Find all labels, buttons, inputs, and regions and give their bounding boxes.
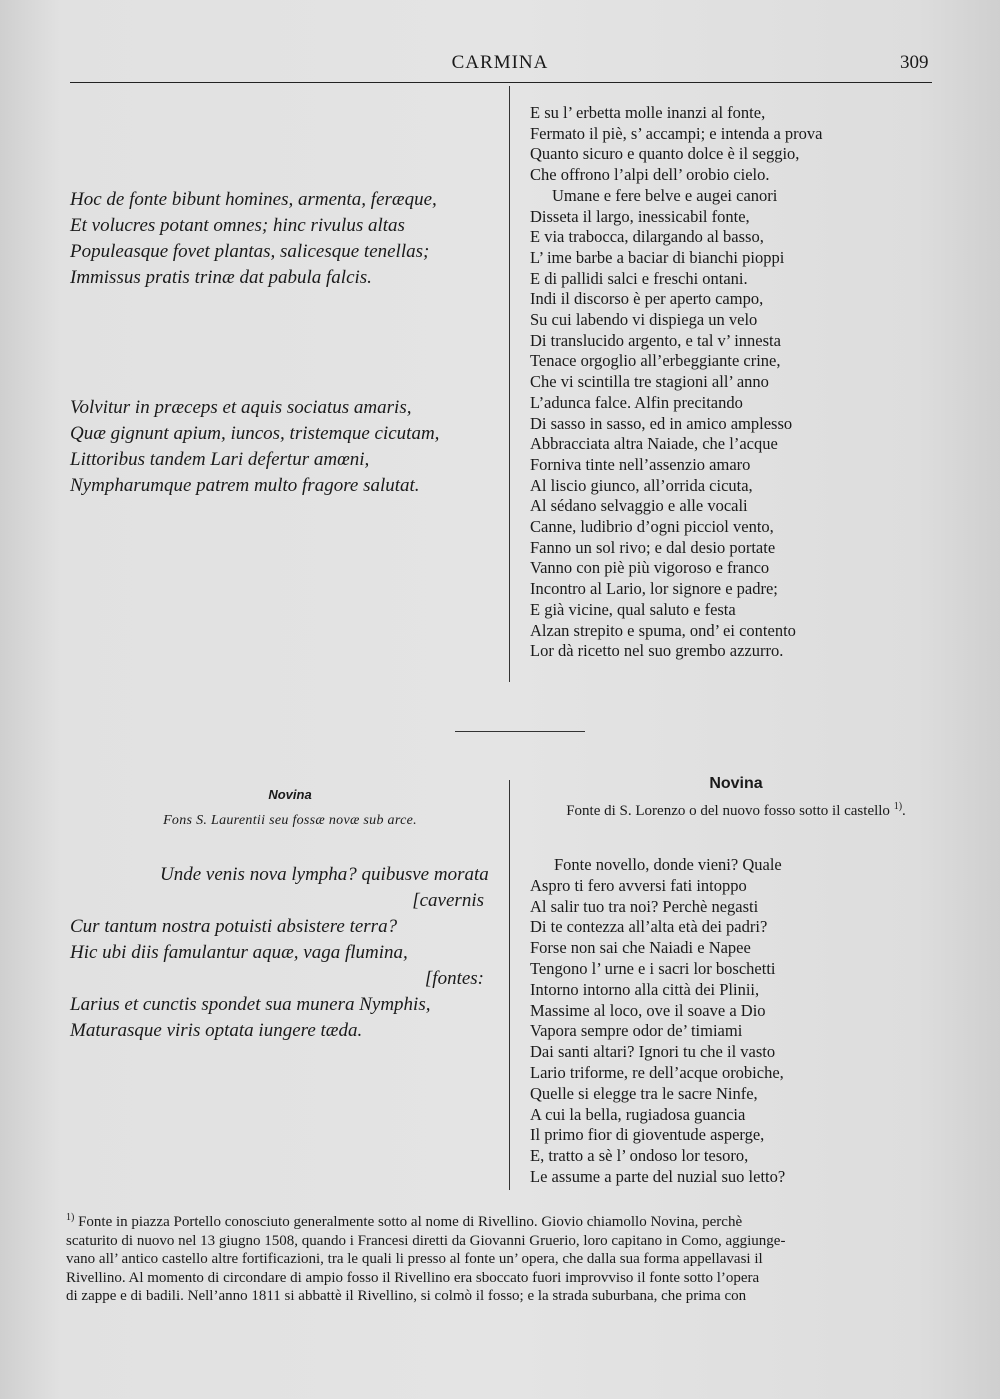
verse-line: Maturasque viris optata iungere tæda.: [70, 1020, 363, 1041]
section-divider: [455, 731, 585, 732]
verse-line: Vapora sempre odor de’ timiami: [530, 1021, 743, 1041]
verse-line: Aspro ti fero avversi fati intoppo: [530, 875, 747, 895]
novina-latin-title: Novina: [268, 787, 312, 802]
verse-line: Et volucres potant omnes; hinc rivulus altas: [70, 215, 405, 236]
verse-line: Disseta il largo, inessicabil fonte,: [530, 206, 750, 226]
verse-line: Tenace orgoglio all’erbeggiante crine,: [530, 351, 781, 371]
footnote-marker: 1): [66, 1212, 75, 1223]
verse-line: E di pallidi salci e freschi ontani.: [530, 268, 748, 288]
verse-line: Di te contezza all’alta età dei padri?: [530, 917, 768, 937]
verse-line: Littoribus tandem Lari defertur amœni,: [70, 449, 370, 470]
subtitle-text: Fonte di S. Lorenzo o del nuovo fosso sotto il castello: [566, 803, 890, 819]
verse-line: Forse non sai che Naiadi e Napee: [530, 938, 751, 958]
verse-line: Tengono l’ urne e i sacri lor boschetti: [530, 958, 776, 978]
italian-translation-top: [530, 103, 822, 662]
verse-line: Dai santi altari? Ignori tu che il vasto: [530, 1042, 776, 1062]
verse-line: E su l’ erbetta molle inanzi al fonte,: [530, 103, 766, 122]
footnote-marker: 1): [893, 801, 903, 812]
verse-line: Forniva tinte nell’assenzio amaro: [530, 454, 751, 474]
verse-line: Fonte novello, donde vieni? Quale: [554, 855, 782, 874]
verse-line: Canne, ludibrio d’ogni picciol vento,: [530, 517, 774, 537]
verse-line: Incontro al Lario, lor signore e padre;: [530, 579, 778, 599]
verse-line: Cur tantum nostra potuisti absistere terra?: [70, 916, 398, 937]
verse-line: Alzan strepito e spuma, ond’ ei contento: [530, 620, 796, 640]
verse-line: Abbracciata altra Naiade, che l’acque: [530, 434, 778, 454]
verse-line: Al liscio giunco, all’orrida cicuta,: [530, 475, 753, 495]
novina-italian-poem: [530, 855, 785, 1188]
verse-line: Quæ gignunt apium, iuncos, tristemque cicutam,: [70, 423, 440, 444]
latin-stanza-fons: [70, 187, 437, 291]
header-rule: [70, 82, 932, 83]
column-divider-bottom: [509, 780, 510, 1190]
verse-line: Fanno un sol rivo; e dal desio portate: [530, 537, 776, 557]
running-title: CARMINA: [451, 52, 549, 73]
page-number: 309: [900, 52, 929, 73]
verse-line: E già vicine, qual saluto e festa: [530, 599, 736, 619]
verse-line: Lario triforme, re dell’acque orobiche,: [530, 1062, 784, 1082]
verse-line: L’adunca falce. Alfin precitando: [530, 392, 743, 412]
verse-line: Indi il discorso è per aperto campo,: [530, 289, 764, 309]
footnote-line: Rivellino. Al momento di circondare di ampio fosso il Rivellino era sboccato fuori improvviso il fonte sotto l’opera: [66, 1269, 760, 1286]
verse-line: Larius et cunctis spondet sua munera Nymphis,: [70, 994, 431, 1015]
verse-line: L’ ime barbe a baciar di bianchi pioppi: [530, 247, 785, 267]
verse-line: Unde venis nova lympha? quibusve morata: [160, 864, 489, 885]
verse-line: Le assume a parte del nuzial suo letto?: [530, 1166, 786, 1186]
verse-line: Che vi scintilla tre stagioni all’ anno: [530, 372, 769, 392]
verse-line: Al salir tuo tra noi? Perchè negasti: [530, 896, 759, 916]
footnote: [66, 1213, 946, 1306]
verse-line: Di sasso in sasso, ed in amico amplesso: [530, 413, 793, 433]
verse-line: Hoc de fonte bibunt homines, armenta, feræque,: [70, 189, 437, 210]
novina-italian-subtitle: Fonte di S. Lorenzo o del nuovo fosso sotto il castello $^{1)}$.: [566, 801, 906, 819]
verse-line: Nympharumque patrem multo fragore salutat.: [70, 475, 420, 496]
novina-latin-poem: [70, 862, 490, 1044]
verse-line: A cui la bella, rugiadosa guancia: [530, 1104, 746, 1124]
verse-line: Al sédano selvaggio e alle vocali: [530, 496, 748, 516]
verse-line: Immissus pratis trinæ dat pabula falcis.: [70, 267, 372, 288]
verse-line: E via trabocca, dilargando al basso,: [530, 227, 764, 247]
verse-continuation: [fontes:: [424, 968, 484, 989]
latin-stanza-volvitur: [70, 395, 439, 499]
verse-line: E, tratto a sè l’ ondoso lor tesoro,: [530, 1146, 749, 1166]
verse-line: Hic ubi diis famulantur aquæ, vaga flumina,: [70, 942, 408, 963]
verse-line: Volvitur in præceps et aquis sociatus amaris,: [70, 397, 412, 418]
footnote-line: [66, 1213, 946, 1232]
verse-line: Massime al loco, ove il soave a Dio: [530, 1000, 766, 1020]
verse-continuation: [cavernis: [412, 890, 484, 911]
verse-line: Che offrono l’alpi dell’ orobio cielo.: [530, 165, 770, 185]
verse-line: Populeasque fovet plantas, salicesque tenellas;: [70, 241, 430, 262]
verse-line: Vanno con piè più vigoroso e franco: [530, 558, 770, 578]
verse-line: Intorno intorno alla città dei Plinii,: [530, 979, 760, 999]
novina-italian-title: Novina: [709, 775, 763, 792]
footnote-line: di zappe e di badili. Nell’anno 1811 si abbattè il Rivellino, si colmò il fosso; e la strada suburbana, che prima con: [66, 1288, 747, 1304]
verse-line: Fermato il piè, s’ accampi; e intenda a prova: [530, 123, 823, 143]
verse-line: Su cui labendo vi dispiega un velo: [530, 310, 758, 330]
footnote-text: Fonte in piazza Portello conosciuto generalmente sotto al nome di Rivellino. Giovio chiamollo Novina, perchè: [78, 1214, 743, 1230]
footnote-line: scaturito di nuovo nel 13 giugno 1508, quando i Francesi diretti da Giovanni Gruerio, loro capitano in Como, aggiunge-: [66, 1232, 786, 1249]
novina-latin-subtitle: Fons S. Laurentii seu fossæ novæ sub arce.: [163, 813, 417, 828]
verse-line: Quanto sicuro e quanto dolce è il seggio,: [530, 144, 800, 164]
verse-line: Di translucido argento, e tal v’ innesta: [530, 330, 781, 350]
verse-line: Umane e fere belve e augei canori: [552, 185, 778, 205]
verse-line: Lor dà ricetto nel suo grembo azzurro.: [530, 641, 784, 661]
verse-line: Quelle si elegge tra le sacre Ninfe,: [530, 1083, 758, 1103]
footnote-line: vano all’ antico castello altre fortificazioni, tra le quali li presso al fonte un’ opera, che dalla sua forma appellavasi il: [66, 1251, 763, 1267]
column-divider-top: [509, 86, 510, 682]
verse-line: Il primo fior di gioventude asperge,: [530, 1125, 765, 1145]
